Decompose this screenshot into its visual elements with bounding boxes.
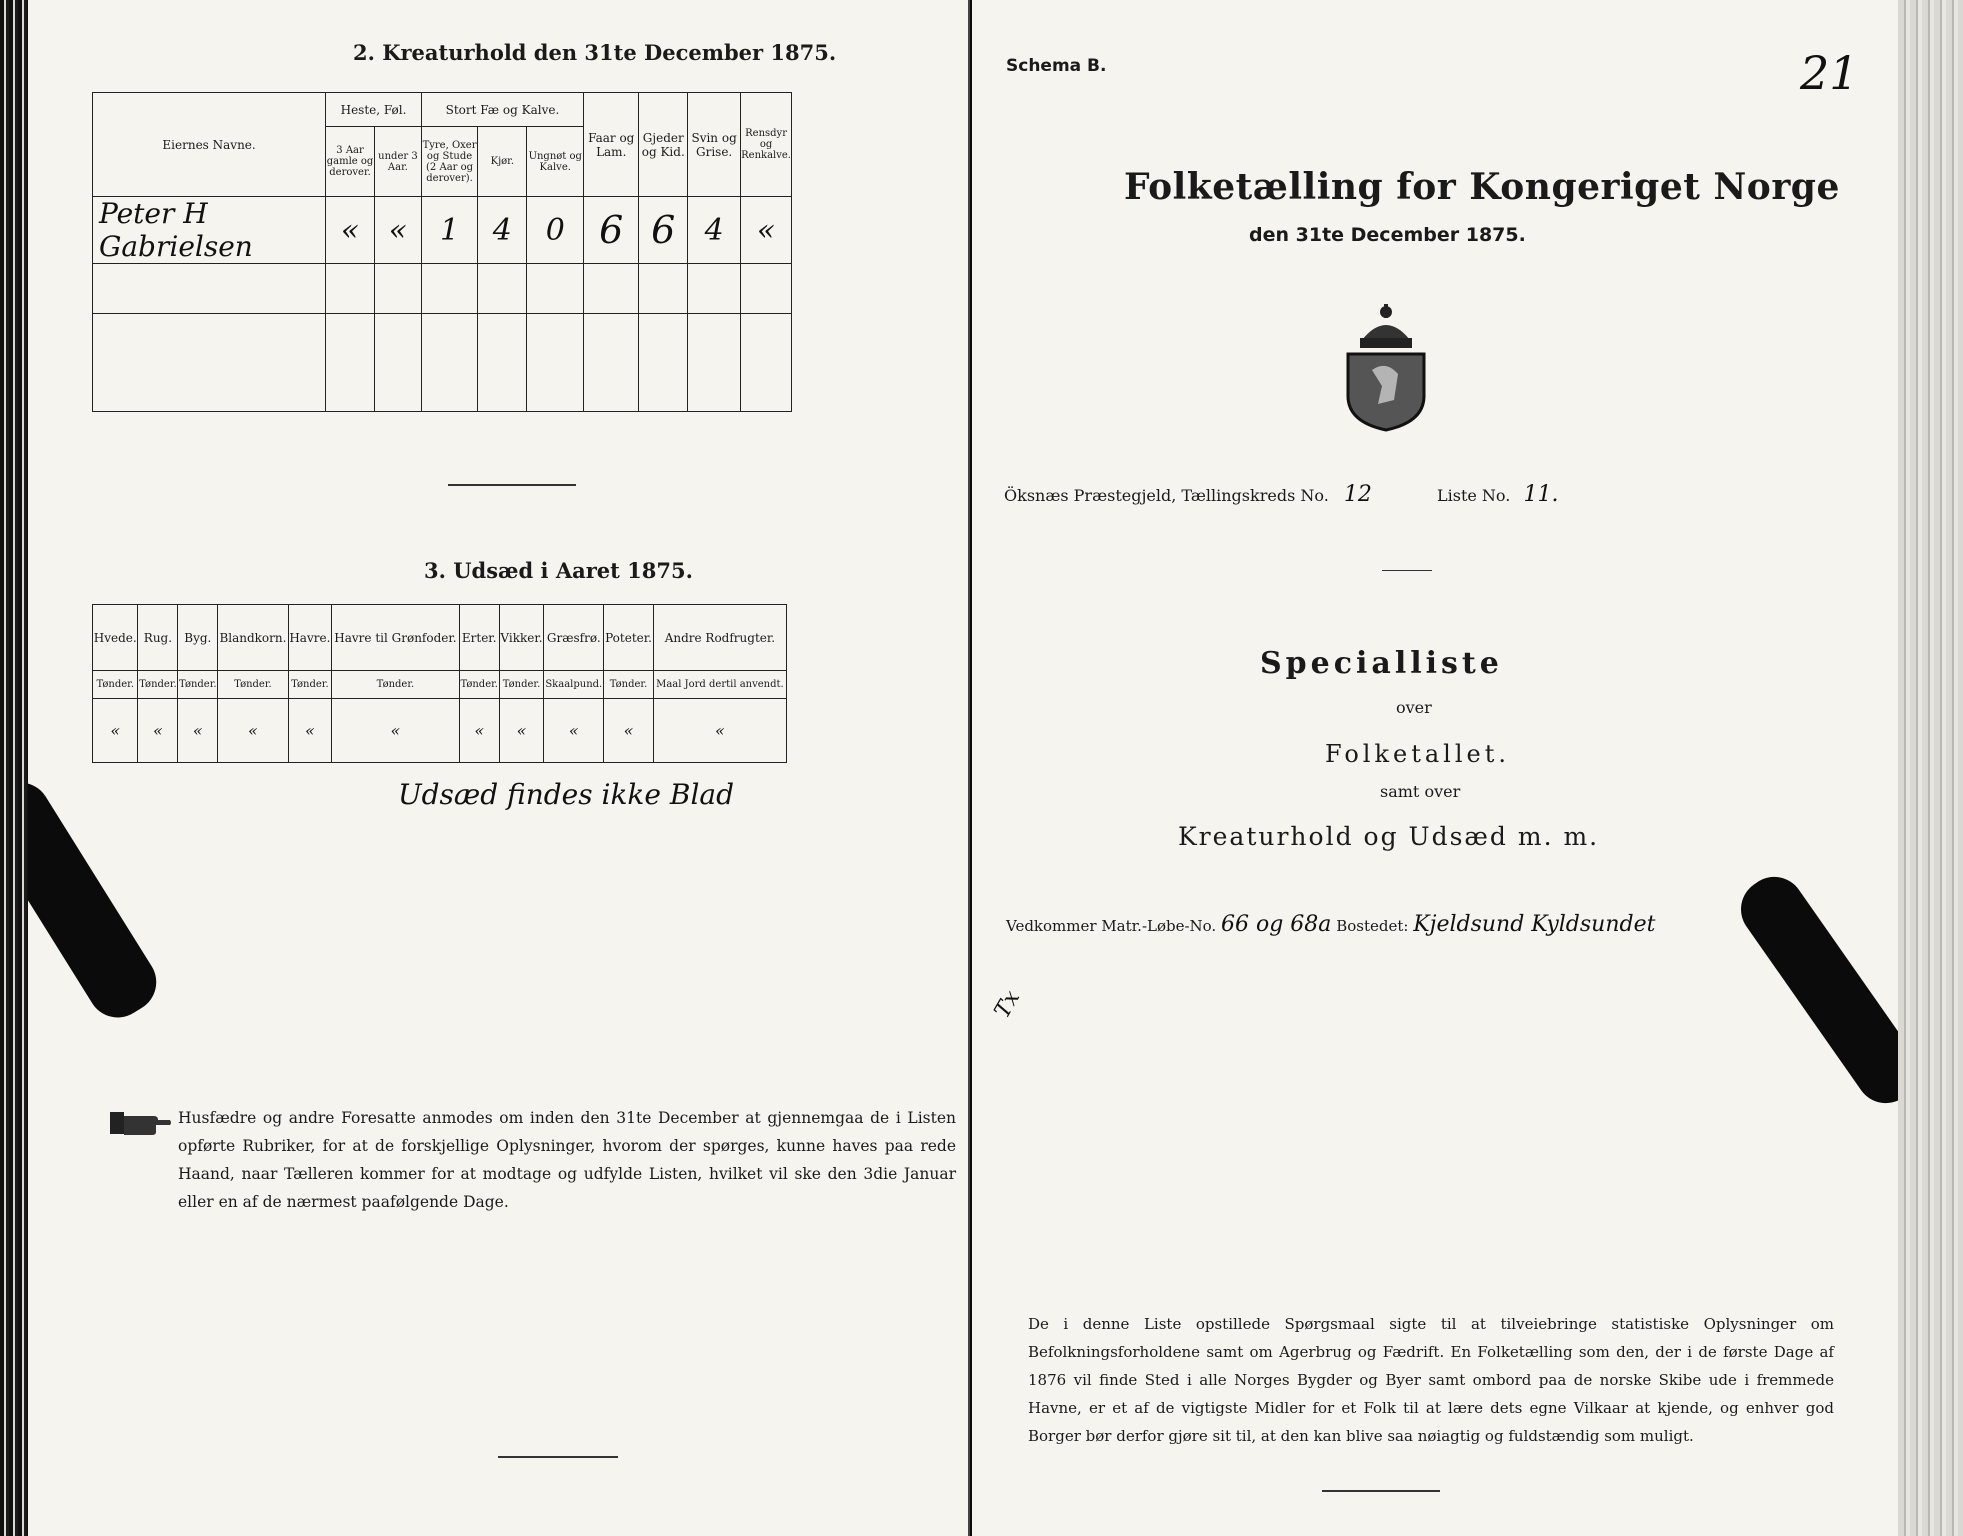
unit-cell: Skaalpund.	[544, 671, 604, 699]
cell-faar: 6	[584, 197, 639, 264]
cell-heste-old: «	[326, 197, 375, 264]
section2-title: 2. Kreaturhold den 31te December 1875.	[353, 40, 837, 65]
subheader-ungnot: Ungnøt og Kalve.	[527, 127, 584, 197]
header-byg: Byg.	[178, 605, 218, 671]
value-cell: «	[499, 699, 544, 763]
table-row	[93, 264, 792, 314]
folketallet-label: Folketallet.	[1325, 740, 1510, 768]
book-pages-edge	[1898, 0, 1963, 1536]
over-label: over	[1396, 698, 1432, 717]
header-erter: Erter.	[459, 605, 499, 671]
value-cell: «	[544, 699, 604, 763]
kreds-number: 12	[1343, 482, 1372, 507]
census-date: den 31te December 1875.	[1249, 224, 1526, 246]
unit-row	[93, 671, 787, 699]
header-vikker: Vikker.	[499, 605, 544, 671]
cell-kjor: 4	[478, 197, 527, 264]
left-page	[28, 0, 970, 1536]
subheader-heste-young: under 3 Aar.	[374, 127, 421, 197]
owner-name: Peter H Gabrielsen	[93, 197, 326, 264]
parish-line	[1004, 482, 1558, 507]
value-cell: «	[332, 699, 460, 763]
value-cell: «	[653, 699, 786, 763]
schema-label: Schema B.	[1006, 56, 1107, 76]
table-row	[93, 699, 787, 763]
cell-ungnot: 0	[527, 197, 584, 264]
header-faar: Faar og Lam.	[584, 93, 639, 197]
bosted-value: Kjeldsund Kyldsundet	[1413, 912, 1656, 937]
book-binding-left	[0, 0, 28, 1536]
header-eiernes-navne: Eiernes Navne.	[93, 93, 326, 197]
section3-title: 3. Udsæd i Aaret 1875.	[424, 558, 693, 583]
header-andre: Andre Rodfrugter.	[653, 605, 786, 671]
liste-label: Liste No.	[1436, 486, 1511, 505]
header-rug: Rug.	[138, 605, 178, 671]
bosted-label: Bostedet:	[1336, 917, 1409, 935]
cell-rensdyr: «	[741, 197, 792, 264]
value-cell: «	[93, 699, 138, 763]
header-row	[93, 605, 787, 671]
handwritten-note: Udsæd findes ikke Blad	[398, 778, 735, 811]
subheader-heste-old: 3 Aar gamle og derover.	[326, 127, 375, 197]
subheader-tyre: Tyre, Oxer og Stude (2 Aar og derover).	[421, 127, 477, 197]
matr-label: Vedkommer Matr.-Løbe-No.	[1006, 917, 1217, 935]
unit-cell: Tønder.	[459, 671, 499, 699]
value-cell: «	[178, 699, 218, 763]
kreaturhold-table	[92, 92, 792, 412]
right-page	[972, 0, 1898, 1536]
kreaturhold-label: Kreaturhold og Udsæd m. m.	[1178, 822, 1600, 851]
samt-over-label: samt over	[1380, 782, 1461, 801]
liste-number: 11.	[1523, 482, 1559, 507]
header-svin: Svin og Grise.	[688, 93, 741, 197]
header-heste: Heste, Føl.	[326, 93, 422, 127]
header-hvede: Hvede.	[93, 605, 138, 671]
header-blandkorn: Blandkorn.	[218, 605, 288, 671]
subheader-kjor: Kjør.	[478, 127, 527, 197]
divider-rule	[498, 1456, 618, 1458]
coat-of-arms-icon	[1342, 300, 1430, 436]
cell-svin: 4	[688, 197, 741, 264]
divider-rule	[1382, 570, 1432, 571]
notice-text: Husfædre og andre Foresatte anmodes om inden den 31te December at gjennemgaa de i Listen opførte Rubriker, for at de forskjellige Oplysninger, hvorom der spørges, kunne haves paa rede Haand, naar Tælleren kommer for at modtage og udfylde Listen, hvilket vil ske den 3die Januar eller en af de nærmest paafølgende Dage.	[178, 1109, 956, 1211]
value-cell: «	[138, 699, 178, 763]
header-stort-fae: Stort Fæ og Kalve.	[421, 93, 583, 127]
header-gjeder: Gjeder og Kid.	[639, 93, 688, 197]
page-number: 21	[1800, 46, 1859, 100]
margin-mark: Tx	[989, 986, 1026, 1023]
unit-cell: Tønder.	[138, 671, 178, 699]
value-cell: «	[459, 699, 499, 763]
specialliste-title: Specialliste	[1260, 646, 1503, 681]
table-row	[93, 314, 792, 412]
unit-cell: Maal Jord dertil anvendt.	[653, 671, 786, 699]
table-row	[93, 197, 792, 264]
unit-cell: Tønder.	[218, 671, 288, 699]
divider-rule	[448, 484, 576, 486]
parish-prefix: Öksnæs Præstegjeld, Tællingskreds No.	[1004, 486, 1329, 505]
value-cell: «	[288, 699, 332, 763]
book-clip	[1729, 865, 1898, 1115]
unit-cell: Tønder.	[288, 671, 332, 699]
divider-rule	[1322, 1490, 1440, 1492]
udsaed-table	[92, 604, 787, 763]
unit-cell: Tønder.	[604, 671, 654, 699]
value-cell: «	[218, 699, 288, 763]
header-havre-gronfoder: Havre til Grønfoder.	[332, 605, 460, 671]
header-rensdyr: Rensdyr og Renkalve.	[741, 93, 792, 197]
main-title: Folketælling for Kongeriget Norge	[1124, 166, 1840, 208]
unit-cell: Tønder.	[178, 671, 218, 699]
cell-gjeder: 6	[639, 197, 688, 264]
cell-heste-young: «	[374, 197, 421, 264]
vedkommer-line	[1006, 912, 1655, 937]
header-graesfro: Græsfrø.	[544, 605, 604, 671]
header-havre: Havre.	[288, 605, 332, 671]
unit-cell: Tønder.	[499, 671, 544, 699]
unit-cell: Tønder.	[332, 671, 460, 699]
matr-value: 66 og 68a	[1221, 912, 1332, 937]
cell-tyre: 1	[421, 197, 477, 264]
footer-text: De i denne Liste opstillede Spørgsmaal sigte til at tilveiebringe statistiske Oplysninger om Befolkningsforholdene samt om Agerbrug og Fædrift. En Folketælling som den, der i de første Dage af 1876 vil finde Sted i alle Norges Bygder og Byer samt ombord paa de norske Skibe ude i fremmede Havne, er et af de vigtigste Midler for et Folk til at lære dets egne Vilkaar at kjende, og enhver god Borger bør derfor gjøre sit til, at den kan blive saa nøiagtig og fuldstændig som muligt.	[1028, 1315, 1834, 1445]
pointing-hand-icon	[110, 1108, 172, 1142]
unit-cell: Tønder.	[93, 671, 138, 699]
book-clip	[28, 771, 168, 1029]
value-cell: «	[604, 699, 654, 763]
header-poteter: Poteter.	[604, 605, 654, 671]
